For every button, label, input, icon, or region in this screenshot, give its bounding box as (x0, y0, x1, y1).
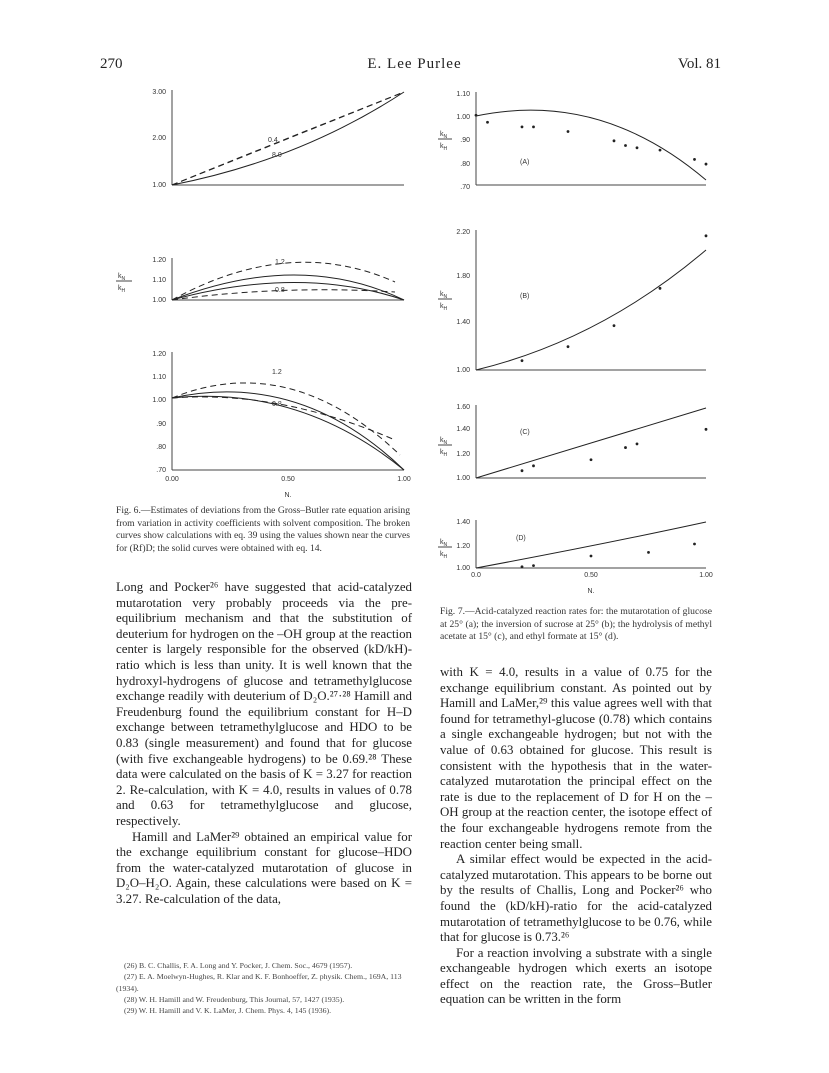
broken-curve (172, 92, 404, 185)
data-point (567, 130, 570, 133)
data-point (636, 443, 639, 446)
tick-label: 2.00 (152, 135, 166, 142)
tick-label: 1.20 (152, 351, 166, 358)
tick-label: 1.40 (456, 426, 470, 433)
solid-curve (172, 396, 404, 470)
paragraph: Long and Pocker²⁶ have suggested that acid-catalyzed mutarotation very probably proceeds via the pre-equilibrium mechanism and that the substitution of deuterium for hydrogen on the –OH group at the reaction center is largely responsible for the observed (kD/kH)-ratio which is less than unity. It is well known that the hydroxyl-hydrogens of glucose and tetramethylglucose exchange readily with deuterium of D₂O.²⁷·²⁸ Hamill and Freudenburg found the equilibrium constant for H–D exchange between tetramethylglucose and HDO to be 0.83 (single measurement) and found that for glucose (with five exchangeable hydrogens) to be 0.69.²⁸ These data were calculated on the basis of K = 3.27 for reaction 2. Re-calculation, with K = 4.0, results in values of 0.78 and 0.63 for tetramethylglucose and glucose, respectively. (116, 580, 412, 828)
tick-label: 1.60 (456, 404, 470, 411)
running-title: E. Lee Purlee (367, 56, 462, 72)
data-point (475, 114, 478, 117)
tick-label: 0.0 (471, 572, 481, 579)
data-point (647, 551, 650, 554)
y-axis-label: $k_N$ (440, 437, 448, 446)
panel-label: (B) (520, 293, 530, 300)
data-point (613, 324, 616, 327)
fig6-panel-a (152, 89, 404, 189)
data-point (705, 163, 708, 166)
paragraph: with K = 4.0, results in a value of 0.75 for the exchange equilibrium constant. As pointed out by Hamill and LaMer,²⁹ this value agrees well with that found for tetramethyl-glucose (0.78) which contains a single exchangeable hydrogen; but not with the value of 0.63 obtained for glucose. This result is consistent with the hypothesis that in the water-catalyzed mutarotation the principal effect on the rate is due to the replacement of D for H on the –OH group at the reaction center, the isotope effect of the four exchangeable hydrogens remote from the reaction center being small. (440, 665, 712, 851)
y-axis-label: $k_N$ (118, 273, 126, 282)
tick-label: 2.20 (456, 229, 470, 236)
footnote: (28) W. H. Hamill and W. Freudenburg, This Journal, 57, 1427 (1935). (124, 994, 345, 1004)
data-point (693, 158, 696, 161)
tick-label: .80 (460, 161, 470, 168)
data-point (705, 428, 708, 431)
data-point (567, 345, 570, 348)
tick-label: 1.20 (152, 257, 166, 264)
tick-label: 1.00 (456, 475, 470, 482)
broken-curve (172, 92, 404, 185)
data-point (636, 146, 639, 149)
tick-label: .70 (156, 467, 166, 474)
figure-6-caption: Fig. 6.—Estimates of deviations from the Gross–Butler rate equation arising from variation in activity coefficients with solvent composition. The broken curves show calculations with eq. 39 using the values shown near the curves for (Rf)D; the solid curves were obtained with eq. 14. (116, 505, 410, 554)
tick-label: 1.10 (456, 91, 470, 98)
panel-label: (D) (516, 535, 526, 542)
broken-curve (172, 262, 395, 300)
data-point (532, 464, 535, 467)
paragraph: Hamill and LaMer²⁹ obtained an empirical value for the exchange equilibrium constant for glucose–HDO from the water-catalyzed mutarotation of glucose in D₂O–H₂O. Again, these calculations were based on K = 3.27. Re-calculation of the data, (116, 829, 412, 906)
fitted-curve (476, 408, 706, 478)
solid-curve (172, 392, 404, 470)
tick-label: 1.20 (456, 451, 470, 458)
data-point (624, 144, 627, 147)
volume-label: Vol. 81 (677, 56, 721, 72)
tick-label: 1.00 (699, 572, 713, 579)
x-axis-label: N. (587, 588, 595, 595)
fig7-panel-a (438, 91, 707, 191)
data-point (590, 458, 593, 461)
tick-label: .80 (156, 444, 166, 451)
y-axis-label: $k_N$ (440, 539, 448, 548)
tick-label: .70 (460, 184, 470, 191)
data-point (613, 139, 616, 142)
right-column-text (440, 665, 712, 1008)
fig7-panel-c (438, 404, 707, 482)
tick-label: 1.10 (152, 374, 166, 381)
solid-curve (172, 275, 404, 300)
data-point (486, 121, 489, 124)
figure-7-caption: Fig. 7.—Acid-catalyzed reaction rates for: the mutarotation of glucose at 25° (a); the inversion of sucrose at 25° (b); the hydrolysis of methyl acetate at 15° (c), and ethyl formate at 15° (d). (440, 606, 712, 642)
curve-label: 1.2 (275, 259, 285, 266)
y-axis-label: $k_N$ (440, 291, 448, 300)
fig6-panel-b (116, 257, 404, 304)
footnotes (116, 960, 412, 1016)
svg-text:kH: $k_H$ (440, 143, 448, 152)
left-column-text (116, 580, 412, 907)
data-point (521, 565, 524, 568)
data-point (521, 469, 524, 472)
svg-text:kH: $k_H$ (440, 551, 448, 560)
svg-text:kH: $k_H$ (440, 303, 448, 312)
fig6-panel-c (152, 351, 411, 499)
data-point (521, 125, 524, 128)
data-point (624, 446, 627, 449)
fig7-panel-b (438, 229, 707, 374)
paragraph: A similar effect would be expected in the acid-catalyzed mutarotation. This appears to be borne out by the results of Challis, Long and Pocker²⁶ who found the (kD/kH)-ratio for the acid-catalyzed mutarotation of tetramethylglucose to be 0.76, while that for glucose is 0.73.²⁶ (440, 852, 712, 945)
tick-label: 0.50 (281, 476, 295, 483)
tick-label: 1.00 (456, 114, 470, 121)
tick-label: 1.10 (152, 277, 166, 284)
fitted-curve (476, 522, 706, 568)
data-point (532, 564, 535, 567)
tick-label: 1.00 (456, 367, 470, 374)
broken-curve (172, 383, 400, 455)
tick-label: .90 (156, 421, 166, 428)
tick-label: 1.80 (456, 273, 470, 280)
page-number: 270 (100, 56, 123, 72)
panel-label: (A) (520, 159, 530, 166)
tick-label: 0.00 (165, 476, 179, 483)
curve-label: 0.4 (268, 137, 278, 144)
tick-label: 0.50 (584, 572, 598, 579)
footnote: (29) W. H. Hamill and V. K. LaMer, J. Chem. Phys. 4, 145 (1936). (124, 1006, 332, 1016)
fitted-curve (476, 250, 706, 370)
data-point (659, 287, 662, 290)
data-point (521, 359, 524, 362)
tick-label: 1.40 (456, 519, 470, 526)
tick-label: 1.00 (152, 297, 166, 304)
svg-text:kH: $k_H$ (440, 449, 448, 458)
tick-label: 3.00 (152, 89, 166, 96)
footnote: (27) E. A. Moelwyn-Hughes, R. Klar and K. F. Bonhoeffer, Z. physik. Chem., 169A, 113 (1934). (116, 972, 402, 993)
broken-curve (172, 397, 395, 440)
solid-curve (172, 283, 404, 301)
curve-label: 8.0 (272, 152, 282, 159)
svg-text:kH: $k_H$ (118, 285, 126, 294)
tick-label: 1.00 (152, 182, 166, 189)
curve-label: 0.8 (272, 401, 282, 408)
tick-label: 1.00 (456, 565, 470, 572)
panel-label: (C) (520, 429, 530, 436)
tick-label: 1.40 (456, 319, 470, 326)
tick-label: 1.20 (456, 543, 470, 550)
data-point (590, 555, 593, 558)
curve-label: 0.8 (275, 287, 285, 294)
fig7-panel-d (438, 519, 713, 595)
tick-label: 1.00 (397, 476, 411, 483)
footnote: (26) B. C. Challis, F. A. Long and Y. Pocker, J. Chem. Soc., 4679 (1957). (124, 961, 353, 970)
data-point (693, 543, 696, 546)
y-axis-label: $k_N$ (440, 131, 448, 140)
paragraph: For a reaction involving a substrate with a single exchangeable hydrogen which exerts an isotope effect on the reaction rate, the Gross–Butler equation can be written in the form (440, 945, 712, 1007)
tick-label: 1.00 (152, 397, 166, 404)
fitted-curve (476, 110, 706, 180)
data-point (532, 125, 535, 128)
x-axis-label: N. (284, 492, 292, 499)
broken-curve (172, 290, 395, 300)
data-point (705, 234, 708, 237)
tick-label: .90 (460, 137, 470, 144)
curve-label: 1.2 (272, 369, 282, 376)
solid-curve (172, 92, 404, 185)
data-point (659, 149, 662, 152)
